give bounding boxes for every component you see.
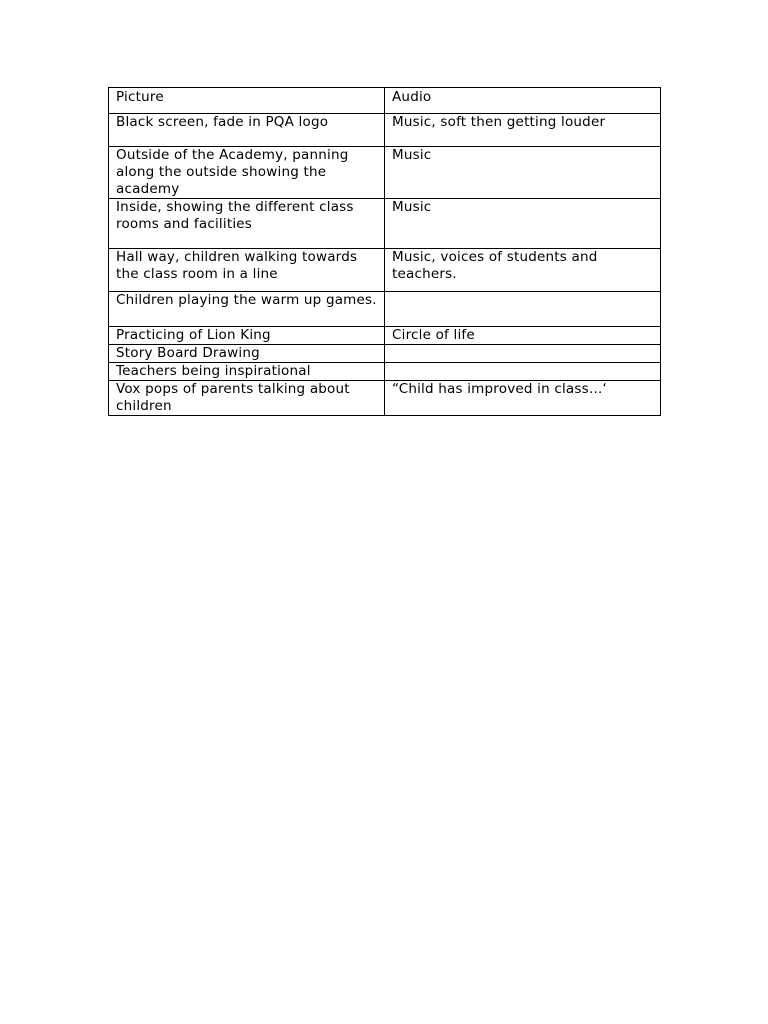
table-row <box>109 147 661 199</box>
picture-cell: Practicing of Lion King <box>109 327 385 345</box>
picture-cell: Vox pops of parents talking about children <box>109 381 385 416</box>
storyboard-table <box>108 87 661 416</box>
audio-cell: Music, soft then getting louder <box>385 114 661 147</box>
audio-cell <box>385 363 661 381</box>
table-row <box>109 199 661 249</box>
header-audio: Audio <box>385 88 661 114</box>
table-row <box>109 249 661 292</box>
picture-cell: Black screen, fade in PQA logo <box>109 114 385 147</box>
audio-cell <box>385 345 661 363</box>
picture-cell: Outside of the Academy, panning along the outside showing the academy <box>109 147 385 199</box>
picture-cell: Inside, showing the different class rooms and facilities <box>109 199 385 249</box>
table-row <box>109 381 661 416</box>
picture-cell: Children playing the warm up games. <box>109 292 385 327</box>
audio-cell: Music <box>385 199 661 249</box>
table-row <box>109 114 661 147</box>
table-row <box>109 363 661 381</box>
table-row <box>109 327 661 345</box>
audio-cell: Music, voices of students and teachers. <box>385 249 661 292</box>
table-header-row <box>109 88 661 114</box>
table-row <box>109 292 661 327</box>
audio-cell <box>385 292 661 327</box>
picture-cell: Teachers being inspirational <box>109 363 385 381</box>
header-picture: Picture <box>109 88 385 114</box>
audio-cell: Music <box>385 147 661 199</box>
picture-cell: Hall way, children walking towards the class room in a line <box>109 249 385 292</box>
audio-cell: Circle of life <box>385 327 661 345</box>
table-row <box>109 345 661 363</box>
audio-cell: “Child has improved in class…‘ <box>385 381 661 416</box>
picture-cell: Story Board Drawing <box>109 345 385 363</box>
